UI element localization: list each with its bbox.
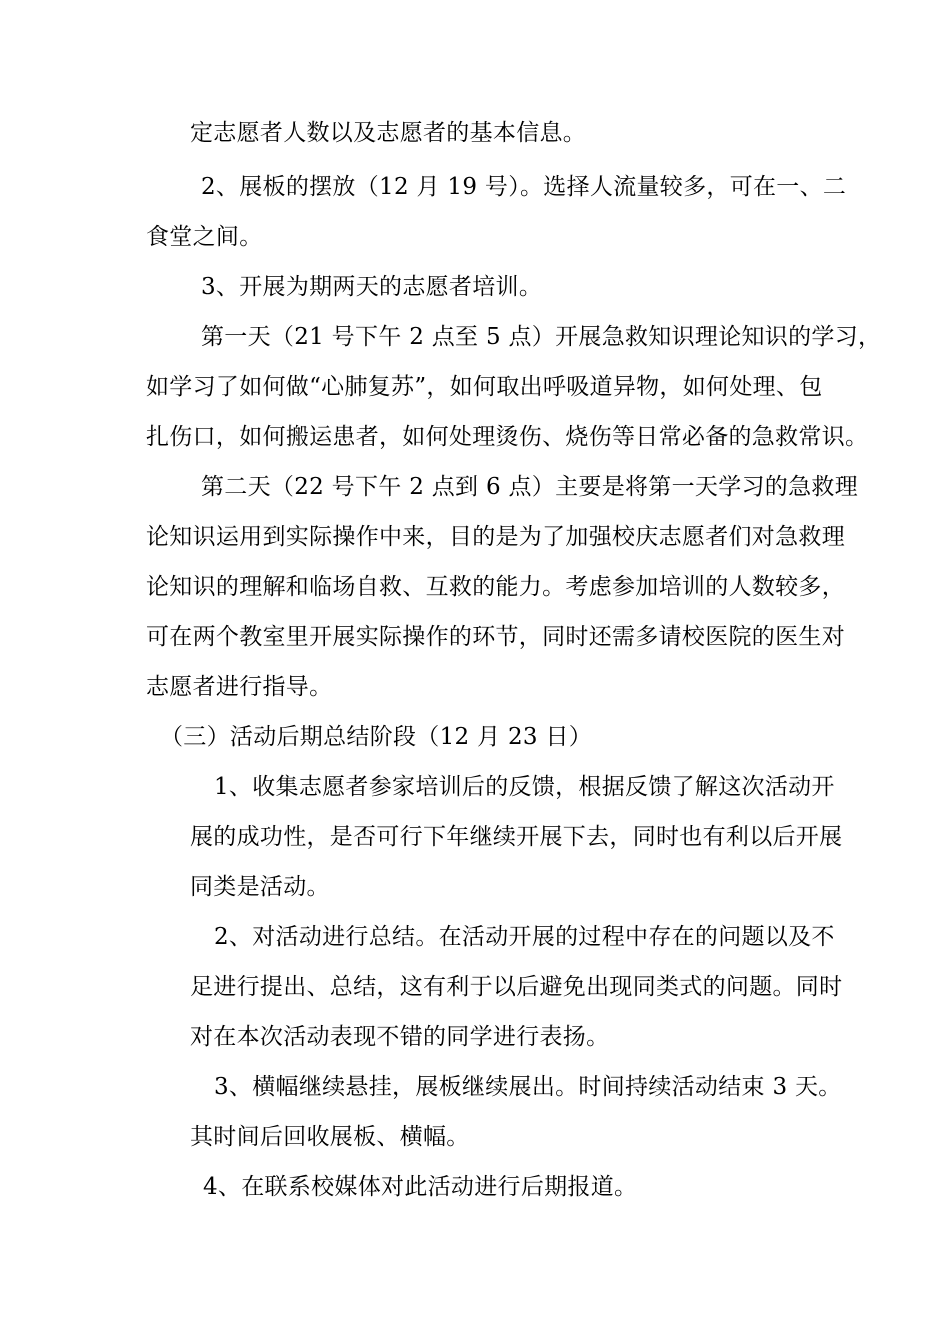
text-line-12: 志愿者进行指导。 (146, 674, 333, 700)
text-line-4: 3、开展为期两天的志愿者培训。 (201, 274, 543, 300)
text-line-18: 足进行提出、总结，这有利于以后避免出现同类式的问题。同时 (190, 974, 843, 1000)
text-line-15: 展的成功性，是否可行下年继续开展下去，同时也有利以后开展 (190, 824, 843, 850)
text-line-9: 论知识运用到实际操作中来，目的是为了加强校庆志愿者们对急救理 (146, 524, 845, 550)
text-line-8: 第二天（22 号下午 2 点到 6 点）主要是将第一天学习的急救理 (201, 474, 858, 500)
text-line-5: 第一天（21 号下午 2 点至 5 点）开展急救知识理论知识的学习， (201, 324, 882, 350)
text-line-10: 论知识的理解和临场自救、互救的能力。考虑参加培训的人数较多， (146, 574, 845, 600)
text-line-14: 1、收集志愿者参家培训后的反馈，根据反馈了解这次活动开 (214, 774, 835, 800)
text-line-1: 定志愿者人数以及志愿者的基本信息。 (190, 120, 587, 146)
text-line-21: 其时间后回收展板、横幅。 (190, 1124, 470, 1150)
text-line-22: 4、在联系校媒体对此活动进行后期报道。 (203, 1174, 638, 1200)
text-line-7: 扎伤口，如何搬运患者，如何处理烫伤、烧伤等日常必备的急救常识。 (146, 424, 869, 450)
text-line-16: 同类是活动。 (190, 874, 330, 900)
section-heading: （三）活动后期总结阶段（12 月 23 日） (160, 724, 593, 750)
text-line-3: 食堂之间。 (146, 224, 263, 250)
text-line-6: 如学习了如何做“心肺复苏”，如何取出呼吸道异物，如何处理、包 (146, 374, 823, 400)
text-line-11: 可在两个教室里开展实际操作的环节，同时还需多请校医院的医生对 (146, 624, 845, 650)
text-line-2: 2、展板的摆放（12 月 19 号）。选择人流量较多，可在一、二 (201, 174, 847, 200)
text-line-20: 3、横幅继续悬挂，展板继续展出。时间持续活动结束 3 天。 (214, 1074, 842, 1100)
text-line-19: 对在本次活动表现不错的同学进行表扬。 (190, 1024, 610, 1050)
text-line-17: 2、对活动进行总结。在活动开展的过程中存在的问题以及不 (214, 924, 835, 950)
